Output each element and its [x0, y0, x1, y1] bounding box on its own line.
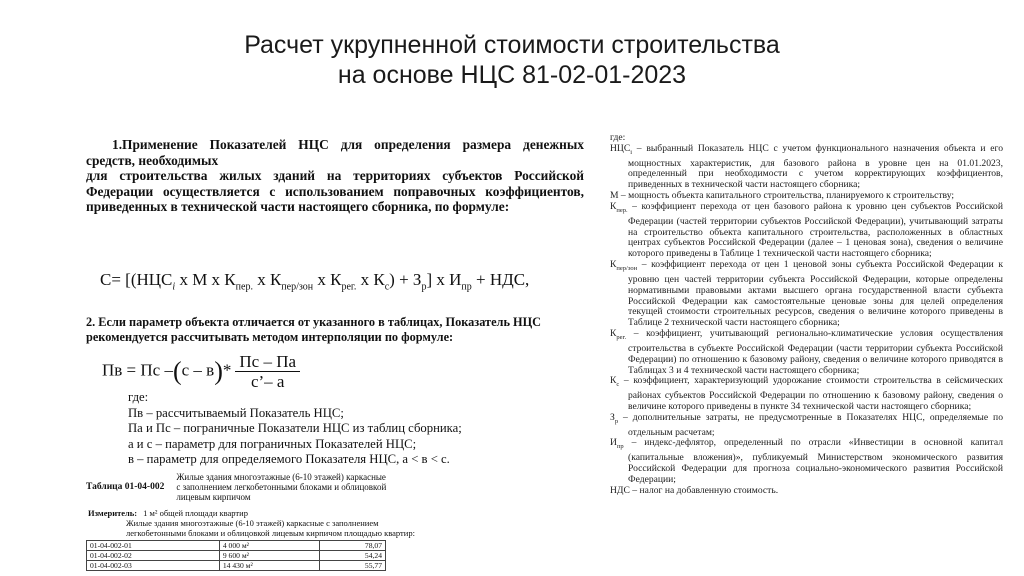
table-caption: Жилые здания многоэтажные (6-10 этажей) каркасные с заполнением легкобетонными блоками и облицовкой лицевым кирпичом	[176, 472, 387, 502]
table-cell-code: 01-04-002-02	[87, 551, 220, 561]
symbol: НЦС	[610, 142, 631, 154]
interpolation-formula	[102, 352, 300, 391]
legend-line: а и с – параметр для пограничных Показателей НЦС;	[128, 436, 417, 451]
table-grid	[86, 540, 386, 571]
formula-sub: пер/зон	[281, 281, 314, 293]
section-1-paragraph-2: для строительства жилых зданий на территориях субъектов Российской Федерации осуществляется с использованием поправочных коэффициентов, приведенных в технической части настоящего сборника, по формуле:	[86, 168, 584, 215]
formula-part: x К	[356, 270, 385, 289]
legend-kper	[610, 202, 1003, 260]
section-1-paragraph-1: 1.Применение Показателей НЦС для определения размера денежных средств, необходимых	[86, 137, 584, 168]
title-line-1: Расчет укрупненной стоимости строительства	[244, 31, 780, 59]
legend-right	[610, 133, 1003, 497]
table-cell-area: 4 000 м²	[219, 541, 319, 551]
symbol-sub: рег.	[616, 333, 627, 341]
legend-m: М – мощность объекта капитального строительства, планируемого к строительству;	[610, 190, 955, 202]
formula-part: С= [(НЦС	[100, 270, 173, 289]
formula-sub: рег.	[341, 281, 357, 293]
formula-part: ] x И	[426, 270, 462, 289]
definition: – коэффициент, учитывающий регионально-климатические условия осуществления строительства в субъекте Российской Федерации (части территории субъекта Российской Федерации) по отношению к базовому району, сведения о величине которого приводятся в Таблицах 3 и 4 технической части настоящего сборника;	[626, 328, 1003, 376]
legend-ncs	[610, 144, 1003, 191]
formula-part: x К	[252, 270, 282, 289]
interp-mid: с – в	[181, 360, 215, 380]
definition: – коэффициент, характеризующий удорожание стоимости строительства в сейсмических районах субъектов Российской Федерации по отношению к базовому району, сведения о величине которого приведены в пункте 34 технической части настоящего сборника;	[619, 375, 1003, 412]
page-title	[0, 30, 1024, 90]
table-cell-area: 9 600 м²	[219, 551, 319, 561]
legend-line: Па и Пс – пограничные Показатели НЦС из таблиц сборника;	[128, 421, 462, 435]
definition: – коэффициент перехода от цен 1 ценовой зоны субъекта Российской Федерации к уровню цен частей территории субъекта Российской Федерации, которые определены нормативными правовыми актами высшего органа государственной власти субъекта Российской Федерации как самостоятельные ценовые зоны для целей определения текущей стоимости строительных ресурсов, сведения о величине которого приведены в Таблице 2 технической части настоящего сборника;	[628, 259, 1003, 329]
formula-sub: i	[172, 281, 176, 293]
interp-lhs: Пв = Пс –	[102, 360, 173, 380]
formula-part: x К	[313, 270, 342, 289]
definition: – выбранный Показатель НЦС с учетом функционального назначения объекта и его мощностных характеристик, для базового района в уровне цен на 01.01.2023, определенный при необходимости с учетом корректирующих коэффициентов, приведенных в технической части настоящего сборника;	[628, 142, 1003, 191]
legend-kperzon	[610, 260, 1003, 329]
formula-part: + НДС,	[471, 270, 530, 289]
title-line-2: на основе НЦС 81-02-01-2023	[337, 61, 687, 89]
symbol-sub: i	[630, 148, 633, 156]
definition: – индекс-дефлятор, определенный по отрасли «Инвестиции в основной капитал (капитальные вложения)», публикуемый Министерством экономического развития Российской Федерации для прогноза социально-экономического развития Российской Федерации;	[623, 437, 1003, 485]
symbol: К	[610, 328, 617, 340]
legend-zr	[610, 413, 1003, 439]
legend-ipr	[610, 438, 1003, 485]
legend-nds: НДС – налог на добавленную стоимость.	[610, 484, 779, 496]
section-2-text: 2. Если параметр объекта отличается от указанного в таблицах, Показатель НЦС рекомендуется рассчитывать методом интерполяции по формуле:	[86, 315, 542, 344]
table-row	[87, 561, 386, 571]
table-cell-value: 54,24	[320, 551, 386, 561]
definition: – коэффициент перехода от цен базового района к уровню цен субъектов Российской Федерации (частей территории субъектов Российской Федерации), учитывающий затраты на строительство объекта капитального строительства, расположенных в областных центрах субъектов Российской Федерации (далее – 1 ценовая зона), сведения о величине которого приведены в Таблице 1 технической части настоящего сборника;	[627, 200, 1003, 260]
interp-star: *	[222, 360, 232, 380]
legend-line: Пв – рассчитываемый Показатель НЦС;	[128, 405, 344, 420]
legend-kc	[610, 376, 1003, 412]
table-cell-code: 01-04-002-03	[87, 561, 220, 571]
interp-open-paren: (	[172, 356, 182, 386]
symbol-sub: пер.	[616, 206, 628, 214]
legend-line: где:	[128, 390, 149, 404]
symbol: К	[610, 375, 617, 387]
interp-fraction	[235, 352, 300, 391]
interp-close-paren: )	[214, 356, 223, 386]
section-1-text	[86, 137, 584, 215]
legend-line: в – параметр для определяемого Показателя НЦС, а < в < с.	[128, 452, 450, 466]
table-header	[86, 472, 426, 502]
symbol-sub: пер/зон	[616, 265, 638, 272]
cost-formula	[100, 270, 529, 292]
table-cell-value: 78,07	[320, 541, 386, 551]
symbol: К	[610, 200, 617, 212]
table-description: Жилые здания многоэтажные (6-10 этажей) каркасные с заполнением легкобетонными блоками и облицовкой лицевым кирпичом площадью квартир:	[126, 518, 415, 538]
symbol: И	[610, 437, 617, 449]
interp-numerator: Пс – Па	[235, 352, 300, 372]
symbol: З	[610, 411, 615, 423]
symbol-sub: р	[614, 417, 619, 425]
table-cell-value: 55,77	[320, 561, 386, 571]
table-cell-area: 14 430 м²	[219, 561, 319, 571]
table-measure-label: Измеритель:	[88, 508, 138, 518]
table-measure	[86, 508, 426, 518]
table-measure-value: 1 м² общей площади квартир	[143, 508, 248, 518]
interp-denominator: с’– а	[250, 372, 285, 391]
formula-sub: р	[421, 281, 427, 293]
formula-sub: пр	[461, 281, 472, 293]
table-excerpt	[86, 472, 426, 571]
symbol-sub: пр	[616, 443, 624, 451]
formula-part: x М x К	[175, 270, 236, 289]
legend-left	[128, 390, 462, 468]
symbol-sub: с	[616, 381, 620, 389]
table-cell-code: 01-04-002-01	[87, 541, 220, 551]
table-label: Таблица 01-04-002	[86, 482, 165, 492]
legend-kreg	[610, 329, 1003, 376]
table-row	[87, 551, 386, 561]
formula-sub: с	[384, 281, 390, 293]
legend-right-gde: где:	[610, 132, 626, 143]
table-row	[87, 541, 386, 551]
formula-sub: пер.	[235, 281, 253, 293]
formula-part: ) + З	[389, 270, 422, 289]
symbol: К	[610, 259, 617, 271]
definition: – дополнительные затраты, не предусмотренные в Показателях НЦС, определяемые по отдельным расчетам;	[618, 411, 1003, 438]
